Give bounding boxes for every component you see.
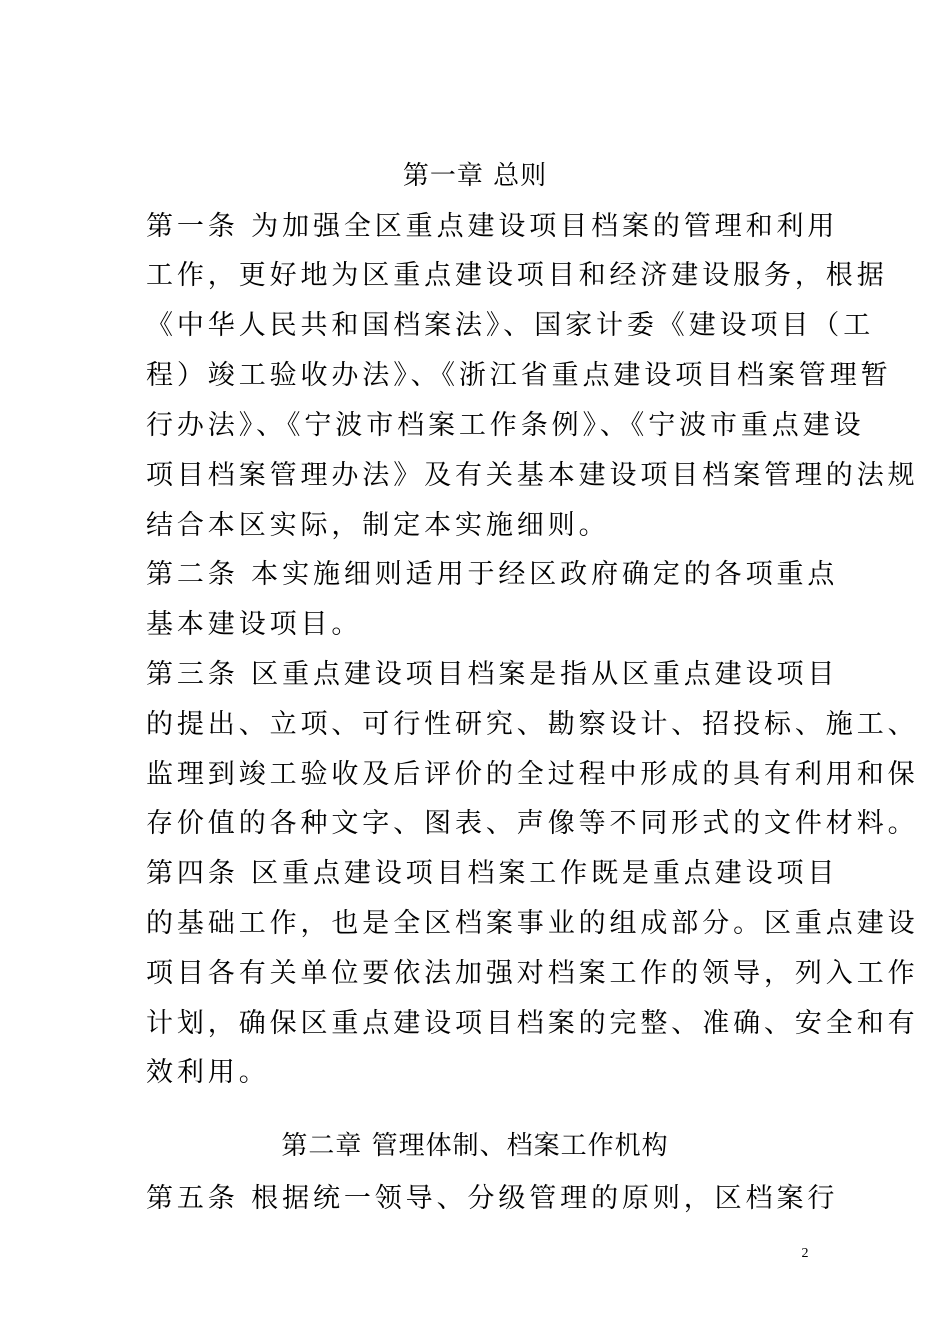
chapter-2-heading: 第二章 管理体制、档案工作机构 (281, 1131, 669, 1161)
page-number: 2 (801, 1246, 809, 1261)
paragraph-line: 行办法》、《宁波市档案工作条例》、《宁波市重点建设 (146, 410, 865, 441)
paragraph-line: 项目各有关单位要依法加强对档案工作的领导，列入工作 (146, 958, 919, 989)
paragraph-line: 第二条 本实施细则适用于经区政府确定的各项重点 (146, 559, 839, 590)
paragraph-line: 项目档案管理办法》及有关基本建设项目档案管理的法规 (146, 460, 919, 491)
paragraph-line: 效利用。 (146, 1057, 270, 1088)
paragraph-line: 的提出、立项、可行性研究、勘察设计、招投标、施工、 (146, 709, 919, 740)
paragraph-line: 的基础工作，也是全区档案事业的组成部分。区重点建设 (146, 908, 919, 939)
paragraph-line: 工作，更好地为区重点建设项目和经济建设服务，根据 (146, 260, 888, 291)
paragraph-line: 基本建设项目。 (146, 609, 363, 640)
paragraph-line: 第四条 区重点建设项目档案工作既是重点建设项目 (146, 858, 839, 889)
paragraph-line: 结合本区实际，制定本实施细则。 (146, 510, 610, 541)
paragraph-line: 第一条 为加强全区重点建设项目档案的管理和利用 (146, 211, 839, 242)
paragraph-line: 监理到竣工验收及后评价的全过程中形成的具有利用和保 (146, 759, 919, 790)
chapter-1-heading: 第一章 总则 (402, 161, 548, 191)
paragraph-line: 第三条 区重点建设项目档案是指从区重点建设项目 (146, 659, 839, 690)
paragraph-line: 程）竣工验收办法》、《浙江省重点建设项目档案管理暂 (146, 360, 892, 391)
paragraph-line: 第五条 根据统一领导、分级管理的原则，区档案行 (146, 1183, 839, 1214)
paragraph-line: 存价值的各种文字、图表、声像等不同形式的文件材料。 (146, 808, 919, 839)
paragraph-line: 《中华人民共和国档案法》、国家计委《建设项目（工 (146, 310, 875, 341)
paragraph-line: 计划，确保区重点建设项目档案的完整、准确、安全和有 (146, 1008, 919, 1039)
